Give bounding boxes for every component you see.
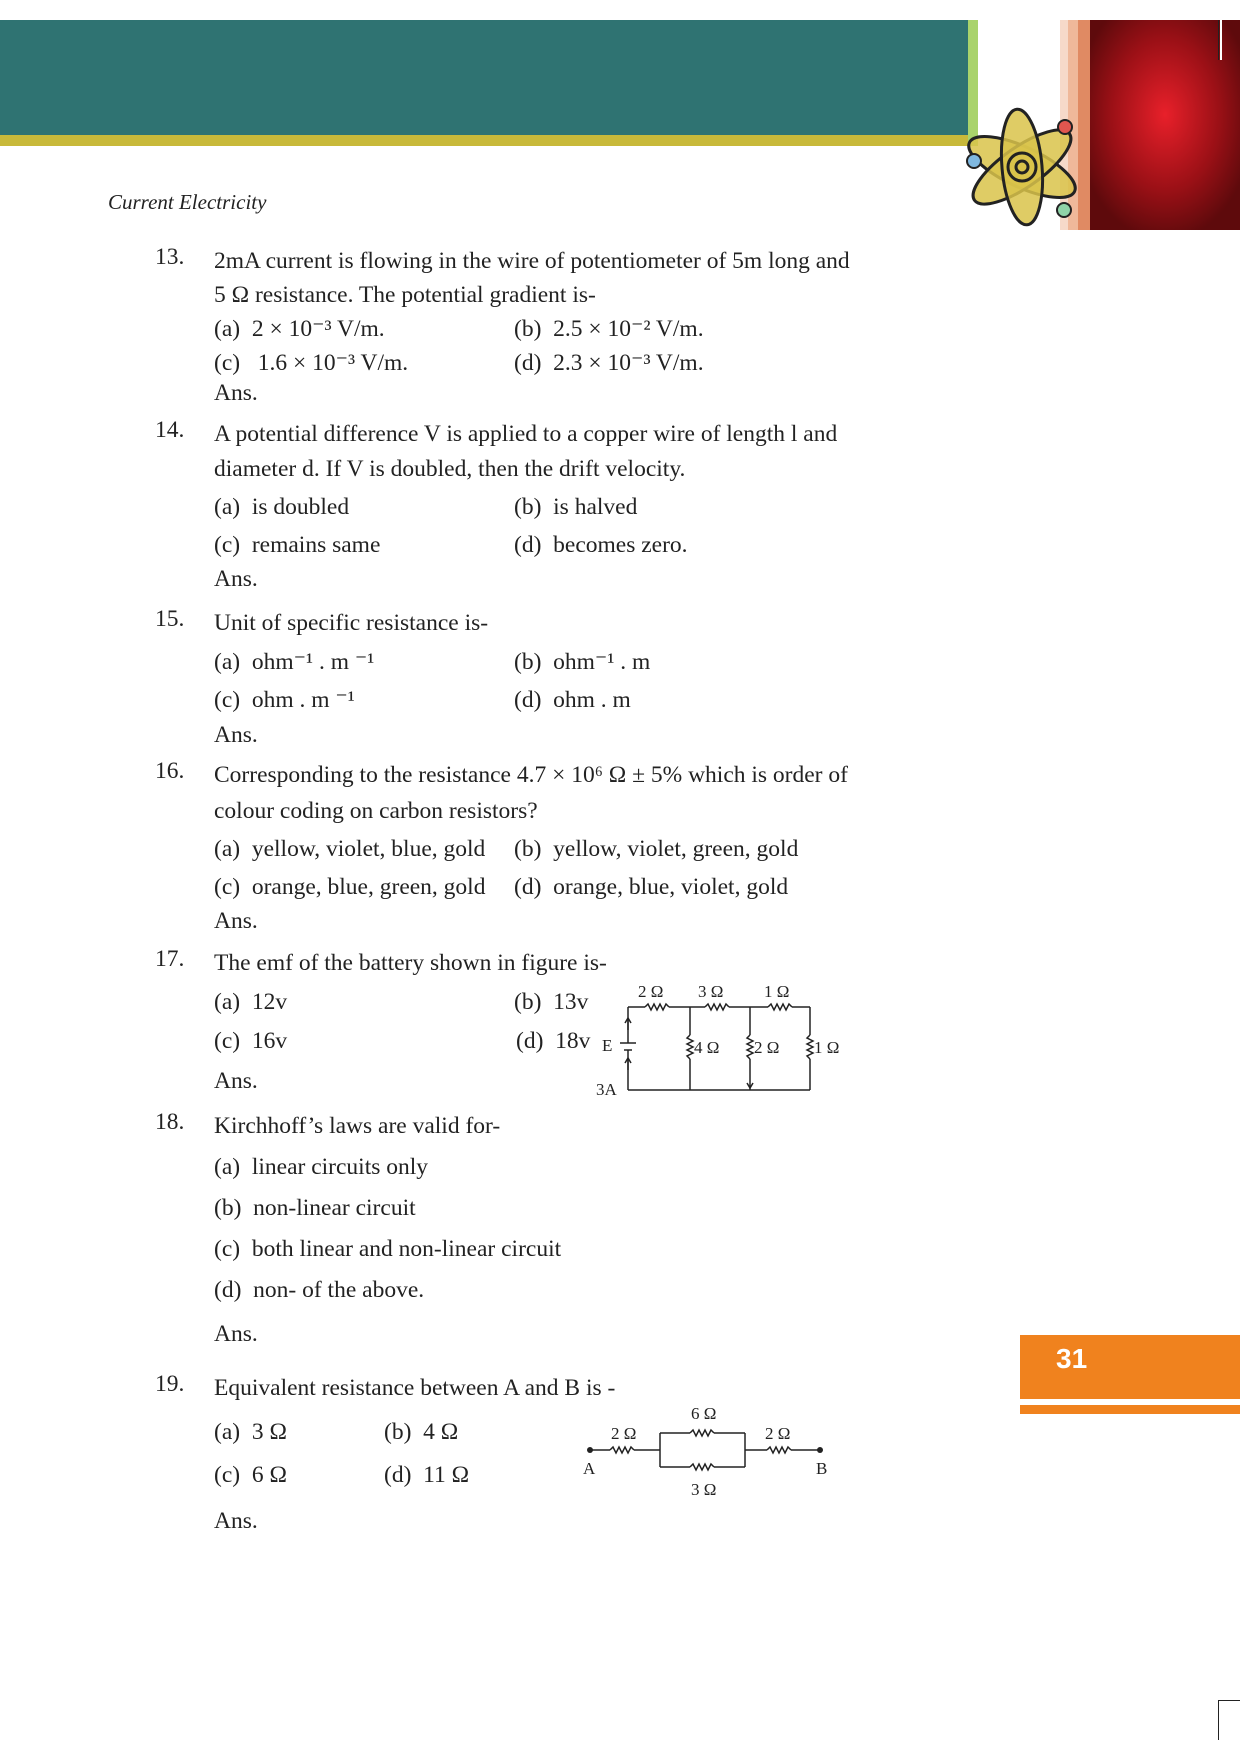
option-b: (b) non-linear circuit [214, 1195, 416, 1221]
option-d: (d) 11 Ω [384, 1462, 470, 1488]
resistor-label: 2 Ω [638, 982, 664, 1001]
answer-label: Ans. [214, 380, 258, 406]
option-b: (b) 13v [514, 989, 589, 1015]
option-d: (d) ohm . m [514, 687, 631, 713]
node-label: A [583, 1459, 596, 1478]
question-number: 15. [155, 606, 185, 632]
option-b: (b) ohm⁻¹ . m [514, 649, 651, 675]
page-number-tab-line [1020, 1405, 1240, 1414]
question-text-line: Kirchhoff’s laws are valid for- [214, 1113, 501, 1139]
option-d: (d) becomes zero. [514, 532, 688, 558]
answer-label: Ans. [214, 1321, 258, 1347]
question-number: 17. [155, 946, 185, 972]
question-text-line: A potential difference V is applied to a copper wire of length l and [214, 421, 838, 447]
resistor-label: 3 Ω [691, 1480, 717, 1499]
node-label: B [816, 1459, 828, 1478]
option-a: (a) linear circuits only [214, 1154, 429, 1180]
answer-label: Ans. [214, 908, 258, 934]
option-a: (a) 12v [214, 989, 288, 1015]
option-b: (b) is halved [514, 494, 638, 520]
crop-mark [1218, 1700, 1219, 1740]
header-accent-line [0, 135, 968, 146]
question-text-line: Equivalent resistance between A and B is - [214, 1375, 616, 1401]
option-c: (c) orange, blue, green, gold [214, 874, 486, 900]
question-text-line: diameter d. If V is doubled, then the drift velocity. [214, 456, 686, 482]
question-text-line: 5 Ω resistance. The potential gradient is- [214, 282, 596, 308]
crop-mark [1218, 1700, 1240, 1701]
header-band [0, 20, 968, 135]
option-b: (b) yellow, violet, green, gold [514, 836, 799, 862]
option-a: (a) 3 Ω [214, 1419, 287, 1445]
option-c: (c) 1.6 × 10⁻³ V/m. [214, 350, 409, 376]
option-d: (d) 18v [516, 1028, 591, 1054]
resistor-label: 3 Ω [698, 982, 724, 1001]
option-a: (a) is doubled [214, 494, 350, 520]
question-number: 13. [155, 244, 185, 270]
question-number: 16. [155, 758, 185, 784]
question-text-line: colour coding on carbon resistors? [214, 798, 538, 824]
resistor-label: 6 Ω [691, 1404, 717, 1423]
question-number: 18. [155, 1109, 185, 1135]
option-c: (c) 16v [214, 1028, 288, 1054]
option-c: (c) ohm . m ⁻¹ [214, 687, 355, 713]
resistor-label: 2 Ω [754, 1038, 780, 1057]
resistor-label: 2 Ω [765, 1424, 791, 1443]
option-a: (a) ohm⁻¹ . m ⁻¹ [214, 649, 375, 675]
question-number: 14. [155, 417, 185, 443]
page-number: 31 [1056, 1343, 1088, 1374]
option-c: (c) 6 Ω [214, 1462, 287, 1488]
answer-label: Ans. [214, 1068, 258, 1094]
option-d: (d) orange, blue, violet, gold [514, 874, 789, 900]
option-a: (a) yellow, violet, blue, gold [214, 836, 486, 862]
resistor-label: 4 Ω [694, 1038, 720, 1057]
answer-label: Ans. [214, 566, 258, 592]
question-number: 19. [155, 1371, 185, 1397]
resistor-label: 1 Ω [814, 1038, 840, 1057]
page-number-tab [1020, 1335, 1240, 1399]
option-d: (d) non- of the above. [214, 1277, 425, 1303]
question-text-line: Unit of specific resistance is- [214, 610, 489, 636]
option-d: (d) 2.3 × 10⁻³ V/m. [514, 350, 704, 376]
crop-mark [1218, 20, 1219, 60]
option-c: (c) remains same [214, 532, 381, 558]
answer-label: Ans. [214, 1508, 258, 1534]
current-label: 3A [596, 1080, 617, 1099]
option-a: (a) 2 × 10⁻³ V/m. [214, 316, 385, 342]
circuit-diagram-q17 [590, 975, 870, 1105]
option-b: (b) 4 Ω [384, 1419, 459, 1445]
option-b: (b) 2.5 × 10⁻² V/m. [514, 316, 704, 342]
chapter-title: Current Electricity [108, 190, 267, 214]
question-text-line: The emf of the battery shown in figure is- [214, 950, 607, 976]
answer-label: Ans. [214, 722, 258, 748]
resistor-label: 2 Ω [611, 1424, 637, 1443]
circuit-diagram-q19 [575, 1395, 855, 1510]
question-text-line: Corresponding to the resistance 4.7 × 10⁶ Ω ± 5% which is order of [214, 762, 848, 788]
question-text-line: 2mA current is flowing in the wire of potentiometer of 5m long and [214, 248, 850, 274]
resistor-label: 1 Ω [764, 982, 790, 1001]
atom-icon [955, 105, 1090, 230]
emf-label: E [602, 1036, 613, 1055]
option-c: (c) both linear and non-linear circuit [214, 1236, 562, 1262]
